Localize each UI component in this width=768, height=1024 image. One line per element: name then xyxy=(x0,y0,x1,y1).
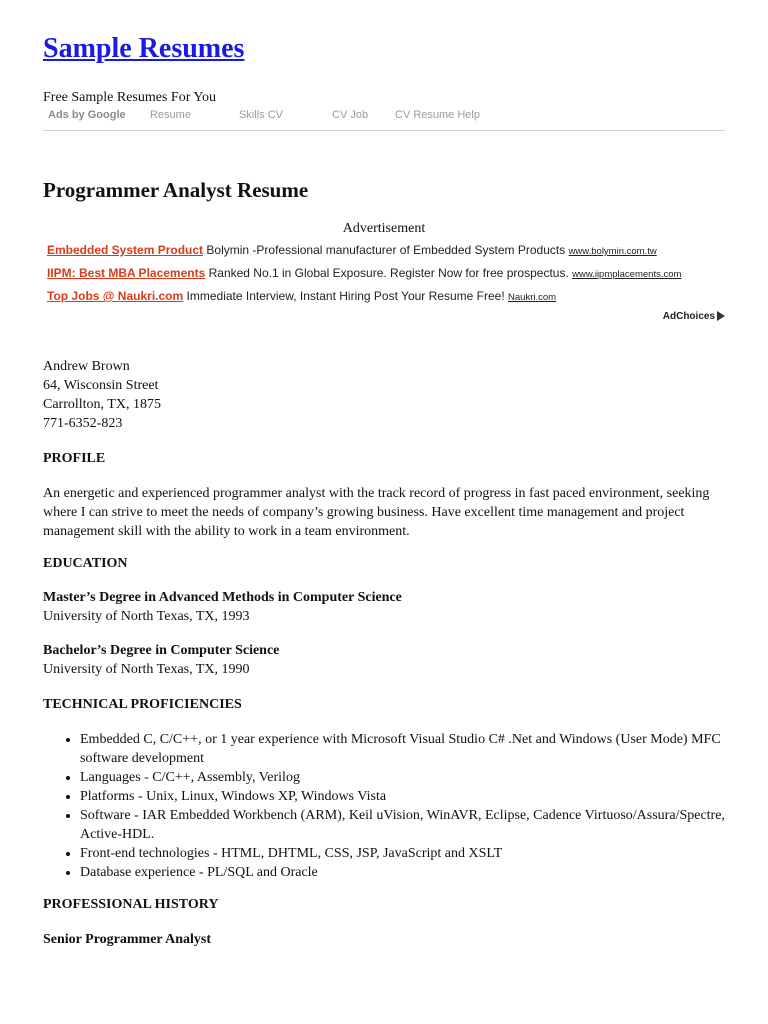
ad-url-link[interactable]: www.bolymin.com.tw xyxy=(568,246,657,257)
contact-city: Carrollton, TX, 1875 xyxy=(43,397,161,412)
contact-phone: 771-6352-823 xyxy=(43,416,123,431)
page-title: Programmer Analyst Resume xyxy=(43,178,309,202)
nav-link-cv-resume-help[interactable]: CV Resume Help xyxy=(395,109,480,121)
nav-link-cv-job[interactable]: CV Job xyxy=(332,109,369,121)
adchoices-button[interactable] xyxy=(663,311,725,322)
education-heading: EDUCATION xyxy=(43,556,128,571)
skill-item: • Languages - C/C++, Assembly, Verilog xyxy=(80,768,730,787)
ad-title-link[interactable]: Top Jobs @ Naukri.com xyxy=(47,289,184,303)
technical-heading: TECHNICAL PROFICIENCIES xyxy=(43,697,242,712)
nav-link-skills-cv[interactable]: Skills CV xyxy=(239,109,284,121)
skill-item: • Embedded C, C/C++, or 1 year experience with Microsoft Visual Studio C# .Net and Windows (User Mode) MFC software development xyxy=(80,730,730,768)
site-tagline: Free Sample Resumes For You xyxy=(43,90,217,105)
skill-item: • Front-end technologies - HTML, DHTML, CSS, JSP, JavaScript and XSLT xyxy=(80,844,730,863)
ad-item xyxy=(47,243,657,257)
ad-link-bar xyxy=(43,108,725,131)
contact-street: 64, Wisconsin Street xyxy=(43,378,159,393)
ad-url-link[interactable]: www.iipmplacements.com xyxy=(572,269,682,280)
ad-title-link[interactable]: IIPM: Best MBA Placements xyxy=(47,266,206,280)
skill-item: • Software - IAR Embedded Workbench (ARM), Keil uVision, WinAVR, Eclipse, Cadence Virtuoso/Assura/Spectre, Active-HDL. xyxy=(80,806,730,844)
contact-name: Andrew Brown xyxy=(43,359,130,374)
adchoices-label: AdChoices xyxy=(662,311,715,322)
skill-item: • Platforms - Unix, Linux, Windows XP, Windows Vista xyxy=(80,787,730,806)
site-title-link[interactable]: Sample Resumes xyxy=(43,33,245,64)
profile-text: An energetic and experienced programmer analyst with the track record of progress in fast paced environment, seeking where I can strive to meet the needs of company’s growing business. Have excellent time management and project management skill with the ability to work in a team environment. xyxy=(43,486,710,539)
advertisement-label: Advertisement xyxy=(342,221,426,236)
ad-text: Ranked No.1 in Global Exposure. Register Now for free prospectus. xyxy=(208,266,569,280)
history-heading: PROFESSIONAL HISTORY xyxy=(43,897,219,912)
ad-text: Immediate Interview, Instant Hiring Post Your Resume Free! xyxy=(186,289,505,303)
skills-list xyxy=(43,730,730,882)
degree-school: University of North Texas, TX, 1990 xyxy=(43,662,250,677)
job-title: Senior Programmer Analyst xyxy=(43,932,211,947)
ad-text: Bolymin -Professional manufacturer of Embedded System Products xyxy=(206,243,566,257)
degree-title: Bachelor’s Degree in Computer Science xyxy=(43,643,280,658)
ad-item xyxy=(47,289,556,303)
degree-title: Master’s Degree in Advanced Methods in Computer Science xyxy=(43,590,402,605)
adchoices-icon xyxy=(717,311,725,321)
ads-by-google-label[interactable]: Ads by Google xyxy=(48,109,126,121)
ad-title-link[interactable]: Embedded System Product xyxy=(47,243,204,257)
ad-item xyxy=(47,266,681,280)
profile-heading: PROFILE xyxy=(43,451,106,466)
nav-link-resume[interactable]: Resume xyxy=(150,109,191,121)
degree-school: University of North Texas, TX, 1993 xyxy=(43,609,250,624)
skill-item: • Database experience - PL/SQL and Oracle xyxy=(80,863,730,882)
ad-url-link[interactable]: Naukri.com xyxy=(508,292,557,303)
